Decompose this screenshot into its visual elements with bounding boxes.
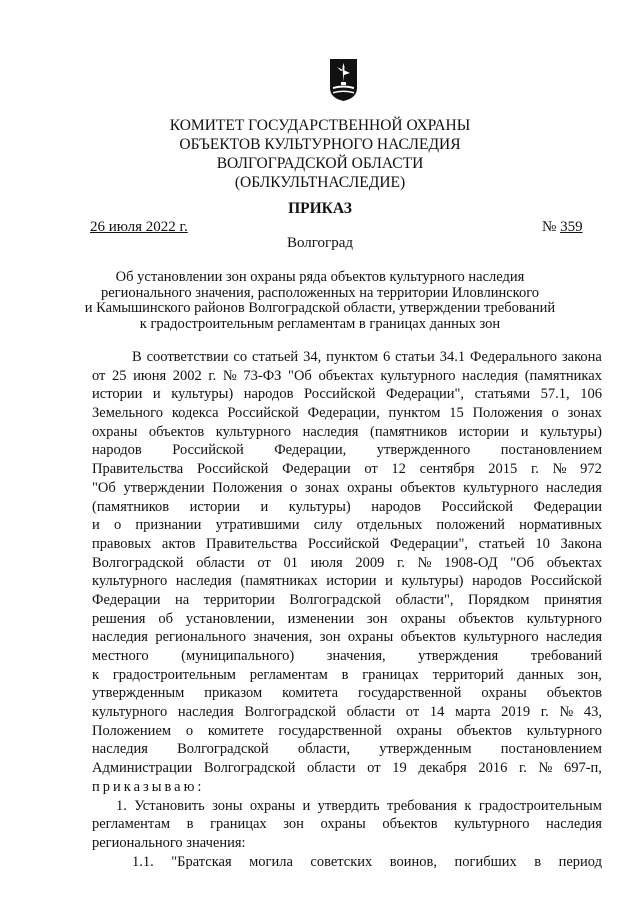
text-line: [92, 759, 602, 778]
body-word: статьями: [474, 386, 531, 403]
text-line: [92, 628, 602, 647]
body-word: со: [233, 349, 248, 365]
body-word: требования: [386, 797, 458, 814]
body-word: культуры): [540, 423, 602, 440]
body-word: зон: [283, 816, 304, 833]
body-word: охраны: [481, 685, 527, 702]
order-subject: [0, 270, 640, 332]
body-word: (памятников: [370, 423, 448, 440]
body-word: советских: [310, 853, 373, 870]
body-word: местного: [92, 648, 149, 664]
body-word: (муниципального): [181, 648, 295, 664]
item-1-text: [92, 797, 602, 834]
body-word: на: [174, 591, 190, 608]
body-word: пунктом: [326, 349, 379, 365]
body-word: №: [538, 760, 553, 777]
body-word: Волгоградской: [244, 704, 337, 721]
body-word: "Об: [288, 367, 312, 384]
body-word: Федерации,: [274, 442, 347, 459]
body-word: и: [302, 797, 311, 814]
body-word: наследия: [546, 629, 602, 646]
text-line: [92, 348, 602, 367]
body-word: 2015: [488, 461, 518, 478]
document-title: ПРИКАЗ: [288, 200, 352, 217]
body-word: культурного: [380, 367, 456, 384]
body-word: культуры): [171, 386, 234, 403]
body-word: культурного: [463, 629, 539, 646]
body-word: и: [520, 423, 529, 440]
text-line: [92, 797, 602, 816]
body-word: государственной: [358, 685, 462, 702]
body-word: наследия: [546, 479, 602, 496]
body-word: 2002: [172, 367, 202, 384]
body-word: Федерации",: [386, 386, 465, 403]
header-line: ВОЛГОГРАДСКОЙ ОБЛАСТИ: [216, 155, 424, 172]
body-word: 43,: [583, 704, 602, 721]
body-word: постановлением: [500, 442, 602, 459]
body-word: объектов: [148, 423, 205, 440]
body-word: (памятниках: [524, 367, 602, 384]
body-word: г.: [397, 554, 405, 571]
body-word: решения: [92, 610, 146, 627]
order-city: Волгоград: [286, 235, 353, 251]
body-word: 972: [580, 461, 602, 478]
body-word: Федерации",: [389, 535, 469, 552]
body-word: охраны: [400, 610, 446, 627]
item-1-last-line: [92, 834, 602, 853]
body-word: пунктом: [388, 405, 441, 422]
body-word: о: [113, 517, 122, 534]
body-word: №: [417, 554, 432, 571]
body-word: Закона: [560, 535, 602, 552]
body-word: "Братская: [171, 853, 232, 870]
text-line: [92, 460, 602, 479]
text-line: [92, 535, 602, 554]
body-word: культуры): [401, 573, 464, 590]
body-word: 73-ФЗ: [243, 367, 282, 384]
body-word: Волгоградской: [203, 760, 296, 777]
body-word: Порядком: [467, 591, 530, 608]
body-word: Российской: [172, 442, 244, 459]
body-word: истории: [458, 423, 510, 440]
body-word: территории: [203, 591, 275, 608]
body-word: принятия: [543, 591, 602, 608]
body-word: Положением: [92, 722, 172, 739]
body-word: погибших: [454, 853, 517, 870]
body-word: силу: [313, 517, 343, 534]
body-word: культурного: [526, 610, 602, 627]
subject-line: Об установлении зон охраны ряда объектов культурного наследия: [115, 269, 525, 285]
body-word: наследия: [302, 423, 359, 440]
body-word: 01: [283, 554, 298, 571]
body-word: отдельных: [356, 517, 423, 534]
body-word: могила: [249, 853, 293, 870]
body-word: о: [185, 722, 194, 739]
body-word: данных: [517, 666, 564, 683]
body-word: 25: [112, 367, 127, 384]
body-word: объектах: [546, 554, 602, 571]
body-word: г.: [540, 704, 549, 721]
body-word: Федерации: [533, 498, 602, 515]
text-line: [92, 853, 602, 872]
item-1-1-text: [92, 853, 602, 872]
body-word: "Об: [92, 479, 116, 496]
text-line: [92, 591, 602, 610]
body-word: положений: [436, 517, 505, 534]
order-date: 26 июля 2022 г.: [90, 219, 188, 235]
body-word: кодекса: [171, 405, 219, 422]
text-line: [92, 367, 602, 386]
body-word: утверждении: [123, 479, 205, 496]
body-word: зонах: [305, 479, 340, 496]
body-text-fragment: регионального значения:: [92, 834, 246, 851]
body-word: г.: [530, 461, 539, 478]
body-word: 19: [392, 760, 407, 777]
body-word: период: [558, 853, 602, 870]
body-word: статьей: [478, 535, 525, 552]
body-word: значения,: [253, 629, 313, 646]
body-word: градостроительным: [112, 666, 236, 683]
body-word: марта: [454, 704, 491, 721]
body-word: статьей: [252, 349, 299, 365]
body-word: культурного: [215, 423, 291, 440]
body-word: июля: [310, 554, 343, 571]
header-line: КОМИТЕТ ГОСУДАРСТВЕННОЙ ОХРАНЫ: [169, 117, 471, 134]
body-word: области: [196, 554, 245, 571]
body-word: значения,: [326, 648, 386, 664]
body-word: (памятниках: [240, 573, 318, 590]
body-word: г.: [208, 367, 217, 384]
body-word: утвержденным: [92, 685, 185, 702]
text-line: [92, 498, 602, 517]
body-word: изменении: [287, 610, 354, 627]
text-line: [92, 572, 602, 591]
body-word: регламентам: [92, 816, 171, 833]
body-word: истории: [92, 386, 143, 403]
body-word: зон,: [577, 666, 602, 683]
order-number-prefix: №: [542, 219, 557, 235]
body-word: регионального: [155, 629, 247, 646]
text-line: [92, 479, 602, 498]
body-word: народов: [243, 386, 294, 403]
body-word: охраны: [347, 479, 393, 496]
body-word: о: [290, 479, 298, 496]
body-word: зонах: [567, 405, 602, 422]
body-word: к: [92, 666, 100, 683]
body-word: границах: [362, 666, 419, 683]
body-word: воинов,: [389, 853, 438, 870]
body-word: истории: [326, 573, 377, 590]
body-word: культурного: [454, 816, 530, 833]
body-word: культуры): [288, 498, 351, 515]
body-word: наследия: [177, 704, 234, 721]
body-word: Федерации: [282, 461, 351, 478]
body-word: от: [257, 554, 271, 571]
body-word: зон: [319, 629, 341, 646]
body-word: наследия: [462, 367, 519, 384]
body-word: Российской: [196, 461, 269, 478]
body-word: культурного: [526, 722, 602, 739]
body-word: №: [222, 367, 237, 384]
text-line: [92, 610, 602, 629]
body-word: градостроительным: [478, 797, 602, 814]
text-line: [92, 516, 602, 535]
body-word: 697-п,: [563, 760, 602, 777]
body-word: и: [385, 573, 393, 590]
body-word: 2019: [501, 704, 531, 721]
body-word: Российской: [441, 498, 513, 515]
preamble-text: [92, 348, 602, 778]
body-word: нормативных: [519, 517, 602, 534]
body-word: охраны: [249, 797, 296, 814]
body-word: Положения: [472, 405, 543, 422]
body-word: закона: [561, 349, 602, 365]
body-word: В: [132, 349, 142, 365]
body-word: 34,: [303, 349, 322, 365]
body-word: утверждения: [418, 648, 499, 664]
body-word: объектов: [546, 685, 602, 702]
body-word: Положения: [212, 479, 283, 496]
body-word: в: [186, 816, 194, 833]
body-word: 12: [391, 461, 406, 478]
body-word: народов: [92, 442, 142, 459]
body-word: охраны: [396, 722, 442, 739]
body-word: наследия: [546, 816, 602, 833]
body-word: области: [346, 704, 396, 721]
body-word: Федерального: [470, 349, 558, 365]
body-word: 1908-ОД: [444, 554, 498, 571]
body-word: 34.1: [439, 349, 466, 365]
body-word: наследия: [92, 741, 148, 758]
body-word: Российской: [530, 573, 602, 590]
body-word: №: [559, 704, 574, 721]
body-word: утвердить: [317, 797, 380, 814]
text-line: [92, 554, 602, 573]
body-word: и: [152, 386, 161, 403]
body-word: объектов: [456, 722, 512, 739]
body-word: наследия: [92, 629, 148, 646]
body-word: 57.1,: [540, 386, 570, 403]
body-word: и: [92, 517, 100, 534]
body-word: "Об: [510, 554, 535, 571]
body-word: (памятников: [92, 498, 170, 515]
text-line: [92, 404, 602, 423]
body-word: в: [341, 666, 349, 683]
body-word: требований: [530, 648, 602, 664]
body-word: Волгоградской: [289, 591, 381, 608]
body-word: от: [405, 704, 420, 721]
order-number: [542, 219, 583, 236]
body-word: от: [364, 461, 378, 478]
text-line: [92, 647, 602, 666]
order-body: [92, 348, 602, 871]
text-line: [92, 815, 602, 834]
body-word: и: [260, 498, 269, 515]
body-word: 6: [382, 349, 391, 365]
body-word: объектов: [400, 629, 456, 646]
body-word: Администрации: [92, 760, 193, 777]
text-line: [92, 385, 602, 404]
body-word: комитета: [282, 685, 339, 702]
body-word: утвержденным: [379, 741, 472, 758]
body-word: народов: [371, 498, 422, 515]
body-word: Российской: [304, 386, 376, 403]
body-word: зоны: [212, 797, 243, 814]
body-word: регламентам: [249, 666, 328, 683]
text-line: [92, 684, 602, 703]
subject-line: регионального значения, расположенных на территории Иловлинского: [100, 284, 540, 301]
body-word: 2016: [478, 760, 508, 777]
header-line: ОБЪЕКТОВ КУЛЬТУРНОГО НАСЛЕДИЯ: [179, 136, 461, 153]
subject-line: и Камышинского районов Волгоградской области, утверждении требований: [84, 300, 556, 316]
body-word: Федерации: [92, 591, 161, 608]
text-line: [92, 740, 602, 759]
body-word: актов: [161, 535, 196, 552]
body-word: Волгоградской: [92, 554, 184, 571]
body-word: культурного: [92, 704, 168, 721]
body-word: декабря: [418, 760, 467, 777]
body-word: к: [464, 797, 472, 814]
body-word: Установить: [134, 797, 205, 814]
body-word: области",: [395, 591, 454, 608]
body-word: приказом: [204, 685, 263, 702]
body-word: комитете: [207, 722, 264, 739]
body-word: зон: [366, 610, 388, 627]
prikazyvayu-word: приказываю:: [92, 778, 205, 795]
body-word: границах: [210, 816, 267, 833]
body-word: области,: [297, 741, 351, 758]
body-word: Российской: [227, 405, 299, 422]
volgograd-coat-of-arms-icon: [329, 58, 358, 102]
body-word: территорий: [432, 666, 504, 683]
header-line: (ОБЛКУЛЬТНАСЛЕДИЕ): [234, 174, 406, 191]
body-word: охраны: [347, 629, 394, 646]
body-word: 14: [429, 704, 445, 721]
body-word: 1.1.: [132, 853, 154, 870]
body-word: 2009: [355, 554, 385, 571]
body-word: 106: [580, 386, 602, 403]
body-word: наследия: [175, 573, 232, 590]
body-word: Правительства: [92, 461, 184, 478]
subject-line: к градостроительным регламентам в границах данных зон: [139, 315, 501, 332]
body-word: утвержденного: [376, 442, 471, 459]
body-word: области: [307, 760, 356, 777]
body-word: 10: [535, 535, 550, 552]
body-word: Российской: [307, 535, 380, 552]
text-line: [92, 423, 602, 442]
body-word: установлении,: [185, 610, 275, 627]
body-word: охраны: [92, 423, 138, 440]
body-word: об: [158, 610, 173, 627]
text-line: [92, 722, 602, 741]
text-line: [92, 441, 602, 460]
body-word: №: [552, 461, 567, 478]
body-word: 15: [449, 405, 464, 422]
body-word: правовых: [92, 535, 152, 552]
body-word: объектов: [382, 816, 438, 833]
body-word: статьи: [395, 349, 435, 365]
body-word: объектов: [400, 479, 456, 496]
body-word: постановлением: [500, 741, 602, 758]
order-command: [92, 778, 602, 797]
order-number-value: 359: [560, 219, 583, 235]
organization-header: [0, 116, 640, 192]
body-word: народов: [472, 573, 522, 590]
body-word: от: [367, 760, 381, 777]
body-word: объектах: [318, 367, 374, 384]
body-word: июня: [133, 367, 167, 384]
body-word: в: [534, 853, 542, 870]
body-word: от: [92, 367, 106, 384]
body-word: утратившими: [215, 517, 300, 534]
body-word: охраны: [320, 816, 366, 833]
body-word: культурного: [92, 573, 168, 590]
body-word: государственной: [278, 722, 382, 739]
body-word: соответствии: [146, 349, 229, 365]
body-word: г.: [518, 760, 527, 777]
body-word: Земельного: [92, 405, 164, 422]
body-word: Волгоградской: [177, 741, 269, 758]
body-word: культурного: [463, 479, 539, 496]
body-word: 1.: [116, 797, 127, 814]
body-word: Правительства: [206, 535, 298, 552]
body-word: о: [551, 405, 559, 422]
text-line: [92, 703, 602, 722]
body-word: истории: [189, 498, 241, 515]
body-word: объектов: [458, 610, 514, 627]
body-word: сентября: [419, 461, 475, 478]
body-word: Федерации,: [307, 405, 380, 422]
text-line: [92, 666, 602, 685]
body-word: признании: [135, 517, 202, 534]
